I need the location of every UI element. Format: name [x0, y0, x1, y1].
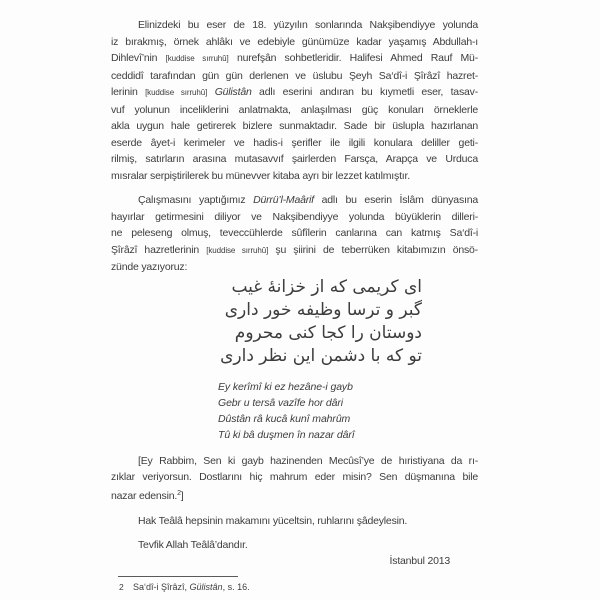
paragraph-line: lerinin [kuddise sırruhû] Gülistân adlı eserini andıran bu kıymetli eser, tasav- — [111, 86, 478, 98]
prayer-line: Hak Teâlâ hepsinin makamını yüceltsin, ruhlarını şâdeylesin. — [138, 515, 408, 527]
footnote-marker: 2 — [119, 581, 124, 592]
page-content — [111, 17, 478, 593]
paragraph-line: ceddidî tarafından gün gün derlenen ve üslubu Şeyh Sa‘dî-i Şîrâzî hazret- — [111, 69, 478, 82]
study-paragraph — [111, 192, 478, 276]
transliteration-block — [218, 379, 478, 443]
paragraph-line: vuf yolunun inceliklerini anlatmakta, anlaşılması güç konuları örneklerle — [111, 103, 478, 116]
paragraph-line: hayırlar getirmesini diliyor ve Nakşibendiyye yolunda büyüklerin dilleri- — [111, 210, 478, 223]
paragraph-line: Şîrâzî hazretlerinin [kuddise sırruhû] şu şiirini de teberrüken kitabımızın önsö- — [111, 243, 478, 256]
transliteration-line: Tû ki bâ duşmen în nazar dârî — [218, 428, 355, 441]
translation-line: zıklar veriyorsun. Dostlarını hiç mahrum eder misin? Sen düşmanına bile — [111, 471, 478, 483]
paragraph-line: mısralar serpiştirilerek bu münevver kitaba ayrı bir lezzet katılmıştır. — [111, 169, 410, 182]
footnote-text: Sa‘dî-i Şîrâzî, Gülistân, s. 16. — [133, 581, 250, 592]
paragraph-line: ne peleseng olmuş, teveccühlerde sûfîlerin canlarına can katmış Sa‘dî-i — [111, 227, 478, 239]
persian-verse-line: ای کریمی که از خزانهٔ غیب — [231, 276, 422, 297]
paragraph-line: eserde âyet-i kerimeler ve hadis-i şerifler ile ilgili konulara deliller geti- — [111, 136, 478, 149]
paragraph-line: iz bırakmış, örnek ahlâkı ve edebiyle günümüze kadar yaşamış Abdullah-ı — [111, 35, 478, 48]
intro-paragraph — [111, 17, 478, 184]
transliteration-line: Dûstân râ kucâ kunî mahrûm — [218, 412, 351, 425]
persian-verse-line: تو که با دشمن این نظر داری — [220, 345, 422, 366]
paragraph-line: Çalışmasını yaptığımız Dürrü’l-Maârif adlı bu eserin İslâm dünyasına — [138, 194, 478, 206]
paragraph-line: rilmiş, satırların arasına mutasavvıf şairlerden Farsça, Arapça ve Urduca — [111, 153, 478, 165]
paragraph-line: Dihlevî’nin [kuddise sırruhû] nurefşân sohbetleridir. Halifesi Ahmed Rauf Mü- — [111, 52, 478, 64]
transliteration-line: Ey kerîmî ki ez hezâne-i gayb — [218, 380, 353, 393]
tevfik-line: Tevfik Allah Teâlâ’dandır. — [138, 538, 248, 551]
translation-note — [111, 453, 478, 505]
paragraph-line: zünde yazıyoruz: — [111, 261, 188, 273]
transliteration-line: Gebr u tersâ vazîfe hor dâri — [218, 396, 344, 409]
footnote — [119, 581, 478, 593]
place-date-line: İstanbul 2013 — [389, 555, 450, 567]
footnote-divider — [118, 576, 238, 577]
translation-line: [Ey Rabbim, Sen ki gayb hazinenden Mecûsî’ye de hıristiyana da rı- — [138, 454, 478, 467]
translation-line: nazar edensin.$^2$] — [111, 489, 184, 502]
persian-verse — [111, 276, 478, 368]
persian-verse-line: دوستان را کجا کنی محروم — [234, 322, 422, 343]
persian-verse-line: گبر و ترسا وظیفه خور داری — [224, 299, 422, 320]
paragraph-line: Elinizdeki bu eser de 18. yüzyılın sonlarında Nakşibendiyye yolunda — [138, 19, 478, 31]
paragraph-line: akla uygun hale getirerek bizlere sunmaktadır. Sade bir üslupla hazırlanan — [111, 120, 478, 132]
